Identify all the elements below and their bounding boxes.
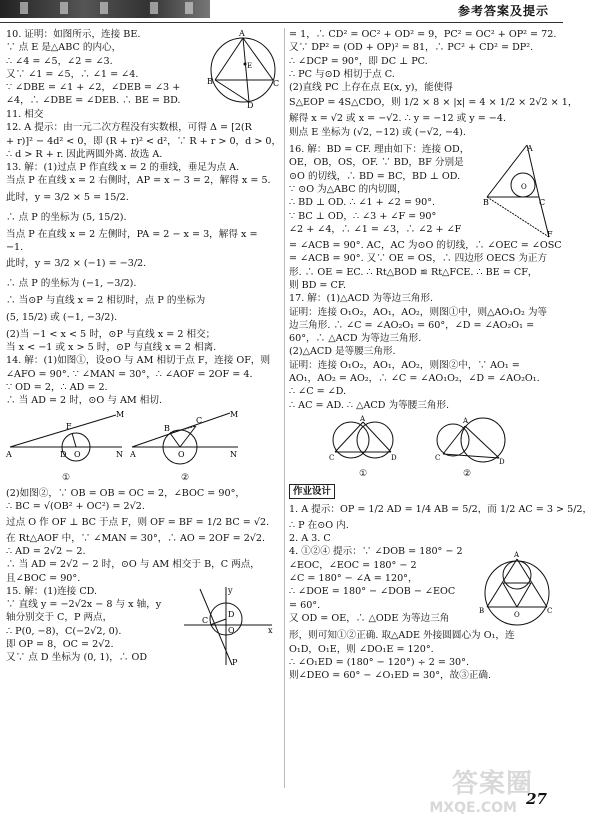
q17-figure-1-caption: ①: [358, 469, 368, 480]
w4-line: = 60°.: [289, 599, 321, 611]
svg-text:C: C: [196, 416, 203, 426]
q15c-line: 又∵ DP² = (OD + OP)² = 81，∴ PC² + CD² = DP².: [289, 42, 534, 54]
q16-line: ∠2 + ∠4，∴ ∠1 = ∠3，∴ ∠2 + ∠F: [289, 223, 462, 235]
q14b-line: (2)如图②，∵ OB = OB = OC = 2，∠BOC = 90°，: [6, 488, 245, 500]
q13-line: (5, 15/2) 或 (−1, −3/2).: [6, 311, 118, 323]
q17-line: (2)△ACD 是等腰三角形.: [289, 346, 396, 358]
q14b-line: ∴ 当 AD = 2√2 − 2 时，⊙O 与 AM 相交于 B，C 两点，: [6, 559, 260, 571]
q10-line: ∠4，∴ ∠DBE = ∠DEB. ∴ BE = BD.: [6, 95, 181, 107]
w4-line: 又 OD = OE，∴ △ODE 为等边三角: [289, 612, 450, 624]
q16-line: 形. ∴ OE = EC. ∴ Rt△BOD ≌ Rt△FCE. ∴ BE = CF，: [289, 266, 538, 278]
svg-text:C: C: [202, 615, 209, 625]
q17-line: 17. 解：(1)△ACD 为等边三角形.: [289, 293, 434, 305]
svg-text:D: D: [60, 450, 67, 460]
q15c-line: = 1，∴ CD² = OC² + OD² = 9，PC² = OC² + OP² = 72.: [289, 29, 557, 40]
column-divider: [284, 28, 285, 788]
q17-figure-1: [319, 414, 407, 464]
q16-line: = ∠ACB = 90°. 又∵ OE = OS，∴ 四边形 OECS 为正方: [289, 253, 548, 265]
q14b-line: 过点 O 作 OF ⊥ BC 于点 F，则 OF = BF = 1/2 BC = √2.: [6, 516, 270, 528]
svg-text:B: B: [164, 424, 170, 434]
w4-figure: [477, 545, 557, 629]
q13-line: 此时，y = 3/2 × (−1) = −3/2.: [6, 258, 147, 270]
q14b-line: ∴ BC = √(OB² + OC²) = 2√2.: [6, 501, 145, 513]
svg-text:E: E: [247, 62, 253, 70]
q17-line: 边三角形. ∴ ∠C = ∠AO₂O₁ = 60°，∠D = ∠AO₂O₁ =: [289, 319, 535, 331]
svg-text:F: F: [66, 422, 72, 432]
q14-block: [6, 354, 281, 585]
q15c-line: (2)直线 PC 上存在点 E(x, y)，能使得: [289, 82, 453, 94]
q14-figure-2: [130, 409, 240, 467]
watermark: 答案圈: [451, 769, 533, 799]
q14-figure-1-caption: ①: [61, 472, 71, 483]
q13-line: (2)当 −1 < x < 5 时，⊙P 与直线 x = 2 相交；: [6, 328, 216, 340]
q16-line: ⊙O 的切线，∴ BD = BC，BD ⊥ OD.: [289, 170, 461, 182]
q17-line: 证明：连接 O₁O₂，AO₁，AO₂，则图②中，∵ AO₁ =: [289, 359, 520, 371]
w4-line: ∠C = 180° − ∠A = 120°，: [289, 573, 418, 585]
q15c-line: ∴ PC 与⊙D 相切于点 C.: [289, 68, 395, 80]
q15-line: 即 OP = 8，OC = 2√2.: [6, 639, 114, 651]
q13-line: 13. 解：(1)过点 P 作直线 x = 2 的垂线，垂足为点 A.: [6, 162, 240, 174]
w4-line: ∴ ∠O₁ED = (180° − 120°) ÷ 2 = 30°.: [289, 657, 470, 669]
watermark-url: MXQE.COM: [429, 800, 517, 816]
svg-text:O: O: [521, 183, 527, 192]
q15-line: 轴分别交于 C，P 两点，: [6, 612, 113, 624]
svg-text:D: D: [228, 609, 235, 619]
svg-text:N: N: [116, 450, 123, 460]
q10-line: ∵ ∠DBE = ∠1 + ∠2，∠DEB = ∠3 +: [6, 82, 181, 94]
q15-line: 又∵ 点 D 坐标为 (0, 1)，∴ OD: [6, 652, 148, 664]
q10-figure: [205, 28, 281, 108]
q15-line: ∵ 直线 y = −2√2x − 8 与 x 轴，y: [6, 599, 162, 611]
q13-line: ∴ 当⊙P 与直线 x = 2 相切时，点 P 的坐标为: [6, 295, 206, 307]
work-design-title: 作业设计: [289, 484, 335, 499]
w1-line: ∴ P 在⊙O 内.: [289, 519, 349, 531]
q13-line: 当点 P 在直线 x = 2 左侧时，PA = 2 − x = 3，解得 x =: [6, 228, 258, 240]
svg-text:C: C: [539, 198, 546, 208]
page-header: [0, 0, 563, 22]
svg-text:A: A: [514, 551, 520, 560]
q17-line: 证明：连接 O₁O₂，AO₁，AO₂，则图①中，则△AO₁O₂ 为等: [289, 306, 548, 318]
svg-text:O: O: [178, 450, 185, 460]
q11-answer: 11. 相交: [6, 109, 44, 120]
q14-figure-1: [6, 409, 126, 467]
q12-line: 12. A 提示：由一元二次方程没有实数根，可得 Δ = [2(R: [6, 122, 252, 134]
svg-text:D: D: [247, 101, 254, 110]
header-title: 参考答案及提示: [457, 4, 549, 18]
svg-text:C: C: [435, 453, 441, 462]
w4-line: 形，则可知①②正确. 取△ADE 外接圆圆心为 O₁，连: [289, 630, 515, 642]
q10-line: ∵ 点 E 是△ABC 的内心，: [6, 42, 122, 54]
q14b-line: 且∠BOC = 90°.: [6, 572, 81, 584]
q13-block: [6, 161, 281, 354]
svg-text:C: C: [547, 607, 553, 616]
svg-text:y: y: [228, 585, 233, 595]
header-rule: [0, 22, 563, 23]
w23-line: 2. A 3. C: [289, 533, 331, 545]
q15-line: ∴ P(0, −8)，C(−2√2, 0).: [6, 625, 122, 637]
svg-text:A: A: [360, 414, 366, 423]
q15-continued: [289, 28, 578, 139]
w4-line: 4. ①②④ 提示：∵ ∠DOB = 180° − 2: [289, 546, 463, 558]
svg-text:P: P: [232, 657, 238, 667]
q15-line: 15. 解：(1)连接 CD.: [6, 585, 98, 597]
w4-line: ∴ ∠DOE = 180° − ∠DOB − ∠EOC: [289, 586, 456, 598]
q16-block: [289, 143, 557, 239]
svg-text:A: A: [527, 144, 533, 154]
svg-text:M: M: [230, 410, 239, 420]
q14-figures: [6, 409, 281, 485]
q12-line: + r)]² − 4d² < 0，即 (R + r)² < d²，∵ R + r > 0，d > 0，: [6, 135, 282, 147]
q14-figure-2-caption: ②: [180, 472, 190, 483]
work-design-header: [289, 484, 557, 499]
svg-text:x: x: [268, 625, 273, 635]
q14-line: 14. 解：(1)如图①，设⊙O 与 AM 相切于点 F，连接 OF，则: [6, 355, 271, 367]
q12-line: ∴ d > R + r. 因此两圆外离. 故选 A.: [6, 148, 163, 160]
q16-line: ∵ BC ⊥ OD，∴ ∠3 + ∠F = 90°: [289, 210, 437, 222]
q15c-line: ∴ ∠DCP = 90°，即 DC ⊥ PC.: [289, 55, 428, 67]
page-number: 27: [526, 790, 547, 808]
svg-text:O: O: [228, 625, 235, 635]
q16-line: 则 BD = CF.: [289, 279, 347, 291]
q15c-line: S△EOP = 4S△CDO，则 1/2 × 8 × |x| = 4 × 1/2 × 2√2 × 1，: [289, 97, 578, 109]
q17-line: AO₁，AO₂ = AO₂，∴ ∠C = ∠AO₁O₂，∠D = ∠AO₂O₁.: [289, 373, 540, 385]
svg-text:M: M: [116, 410, 125, 420]
left-column: [6, 28, 281, 667]
q15-figure: [180, 585, 276, 667]
svg-text:D: D: [391, 453, 397, 462]
q16-line: OE，OB，OS，OF. ∵ BD，BF 分别是: [289, 157, 464, 169]
svg-text:A: A: [463, 416, 469, 425]
w4-line: ∠EOC，∠EOC = 180° − 2: [289, 559, 417, 571]
q13-line: 此时，y = 3/2 × 5 = 15/2.: [6, 191, 129, 203]
q13-line: ∴ 点 P 的坐标为 (−1, −3/2).: [6, 278, 137, 290]
q13-line: ∴ 点 P 的坐标为 (5, 15/2).: [6, 211, 127, 223]
q16-line: 16. 解：BD = CF. 理由如下：连接 OD，: [289, 144, 470, 156]
w1-line: 1. A 提示：OP = 1/2 AD = 1/4 AB = 5/2，而 1/2 AC = 3 > 5/2，: [289, 503, 592, 515]
svg-text:O: O: [74, 450, 81, 460]
q10-block: [6, 28, 281, 108]
right-column: [289, 28, 592, 683]
q17-figure-2: [425, 414, 509, 464]
w4-line: 则∠DEO = 60° − ∠O₁ED = 30°，故③正确.: [289, 670, 492, 682]
q13-line: 当 x < −1 或 x > 5 时，⊙P 与直线 x = 2 相离.: [6, 341, 217, 353]
svg-text:O: O: [514, 611, 520, 620]
q16-line: = ∠ACB = 90°. AC，AC 为⊙O 的切线，∴ ∠OEC = ∠OSC: [289, 240, 562, 252]
q17-figure-2-caption: ②: [462, 469, 472, 480]
svg-text:N: N: [230, 450, 237, 460]
svg-text:A: A: [6, 450, 12, 460]
q14-line: ∠AFO = 90°. ∵ ∠MAN = 30°，∴ ∠AOF = 2OF = 4.: [6, 368, 253, 380]
q17-figures: [319, 414, 557, 482]
svg-text:B: B: [483, 198, 489, 208]
q10-line: 又∵ ∠1 = ∠5，∴ ∠1 = ∠4.: [6, 68, 139, 80]
q17-block: [289, 292, 557, 481]
q16-line: ∵ ⊙O 为△ABC 的内切圆，: [289, 183, 407, 195]
q14b-line: 在 Rt△AOF 中，∵ ∠MAN = 30°，∴ AO = 2OF = 2√2.: [6, 532, 266, 544]
q17-line: ∴ ∠C = ∠D.: [289, 386, 347, 398]
svg-text:A: A: [130, 450, 136, 460]
svg-text:F: F: [547, 230, 553, 240]
q15-block: [6, 585, 281, 667]
svg-text:C: C: [329, 453, 335, 462]
q16-line: ∴ BD ⊥ OD. ∴ ∠1 + ∠2 = 90°.: [289, 197, 436, 209]
q14-line: ∴ 当 AD = 2 时，⊙O 与 AM 相切.: [6, 395, 163, 407]
w4-line: O₁D，O₁E，则 ∠DO₁E = 120°.: [289, 643, 434, 655]
q13-line: −1.: [6, 242, 24, 254]
svg-text:B: B: [207, 77, 213, 86]
q13-line: 当点 P 在直线 x = 2 右侧时，AP = x − 3 = 2，解得 x = 5.: [6, 175, 271, 187]
svg-text:C: C: [273, 79, 280, 88]
q14b-line: ∴ AD = 2√2 − 2.: [6, 545, 86, 557]
svg-text:A: A: [239, 29, 245, 38]
q15c-line: 解得 x = √2 或 x = −√2. ∴ y = −12 或 y = −4.: [289, 113, 506, 125]
q14-line: ∵ OD = 2，∴ AD = 2.: [6, 381, 108, 393]
svg-text:D: D: [499, 457, 505, 466]
q15c-line: 则点 E 坐标为 (√2, −12) 或 (−√2, −4).: [289, 126, 466, 138]
svg-text:B: B: [479, 607, 485, 616]
w4-block: [289, 545, 557, 629]
header-decor-bar: [0, 0, 210, 18]
q10-line: ∴ ∠4 = ∠5，∠2 = ∠3.: [6, 55, 113, 67]
q16-figure: [483, 143, 557, 239]
q10-line: 10. 证明：如图所示，连接 BE.: [6, 29, 141, 40]
q17-line: 60°，∴ △ACD 为等边三角形.: [289, 333, 422, 345]
q17-line: ∴ AC = AD. ∴ △ACD 为等腰三角形.: [289, 399, 450, 411]
